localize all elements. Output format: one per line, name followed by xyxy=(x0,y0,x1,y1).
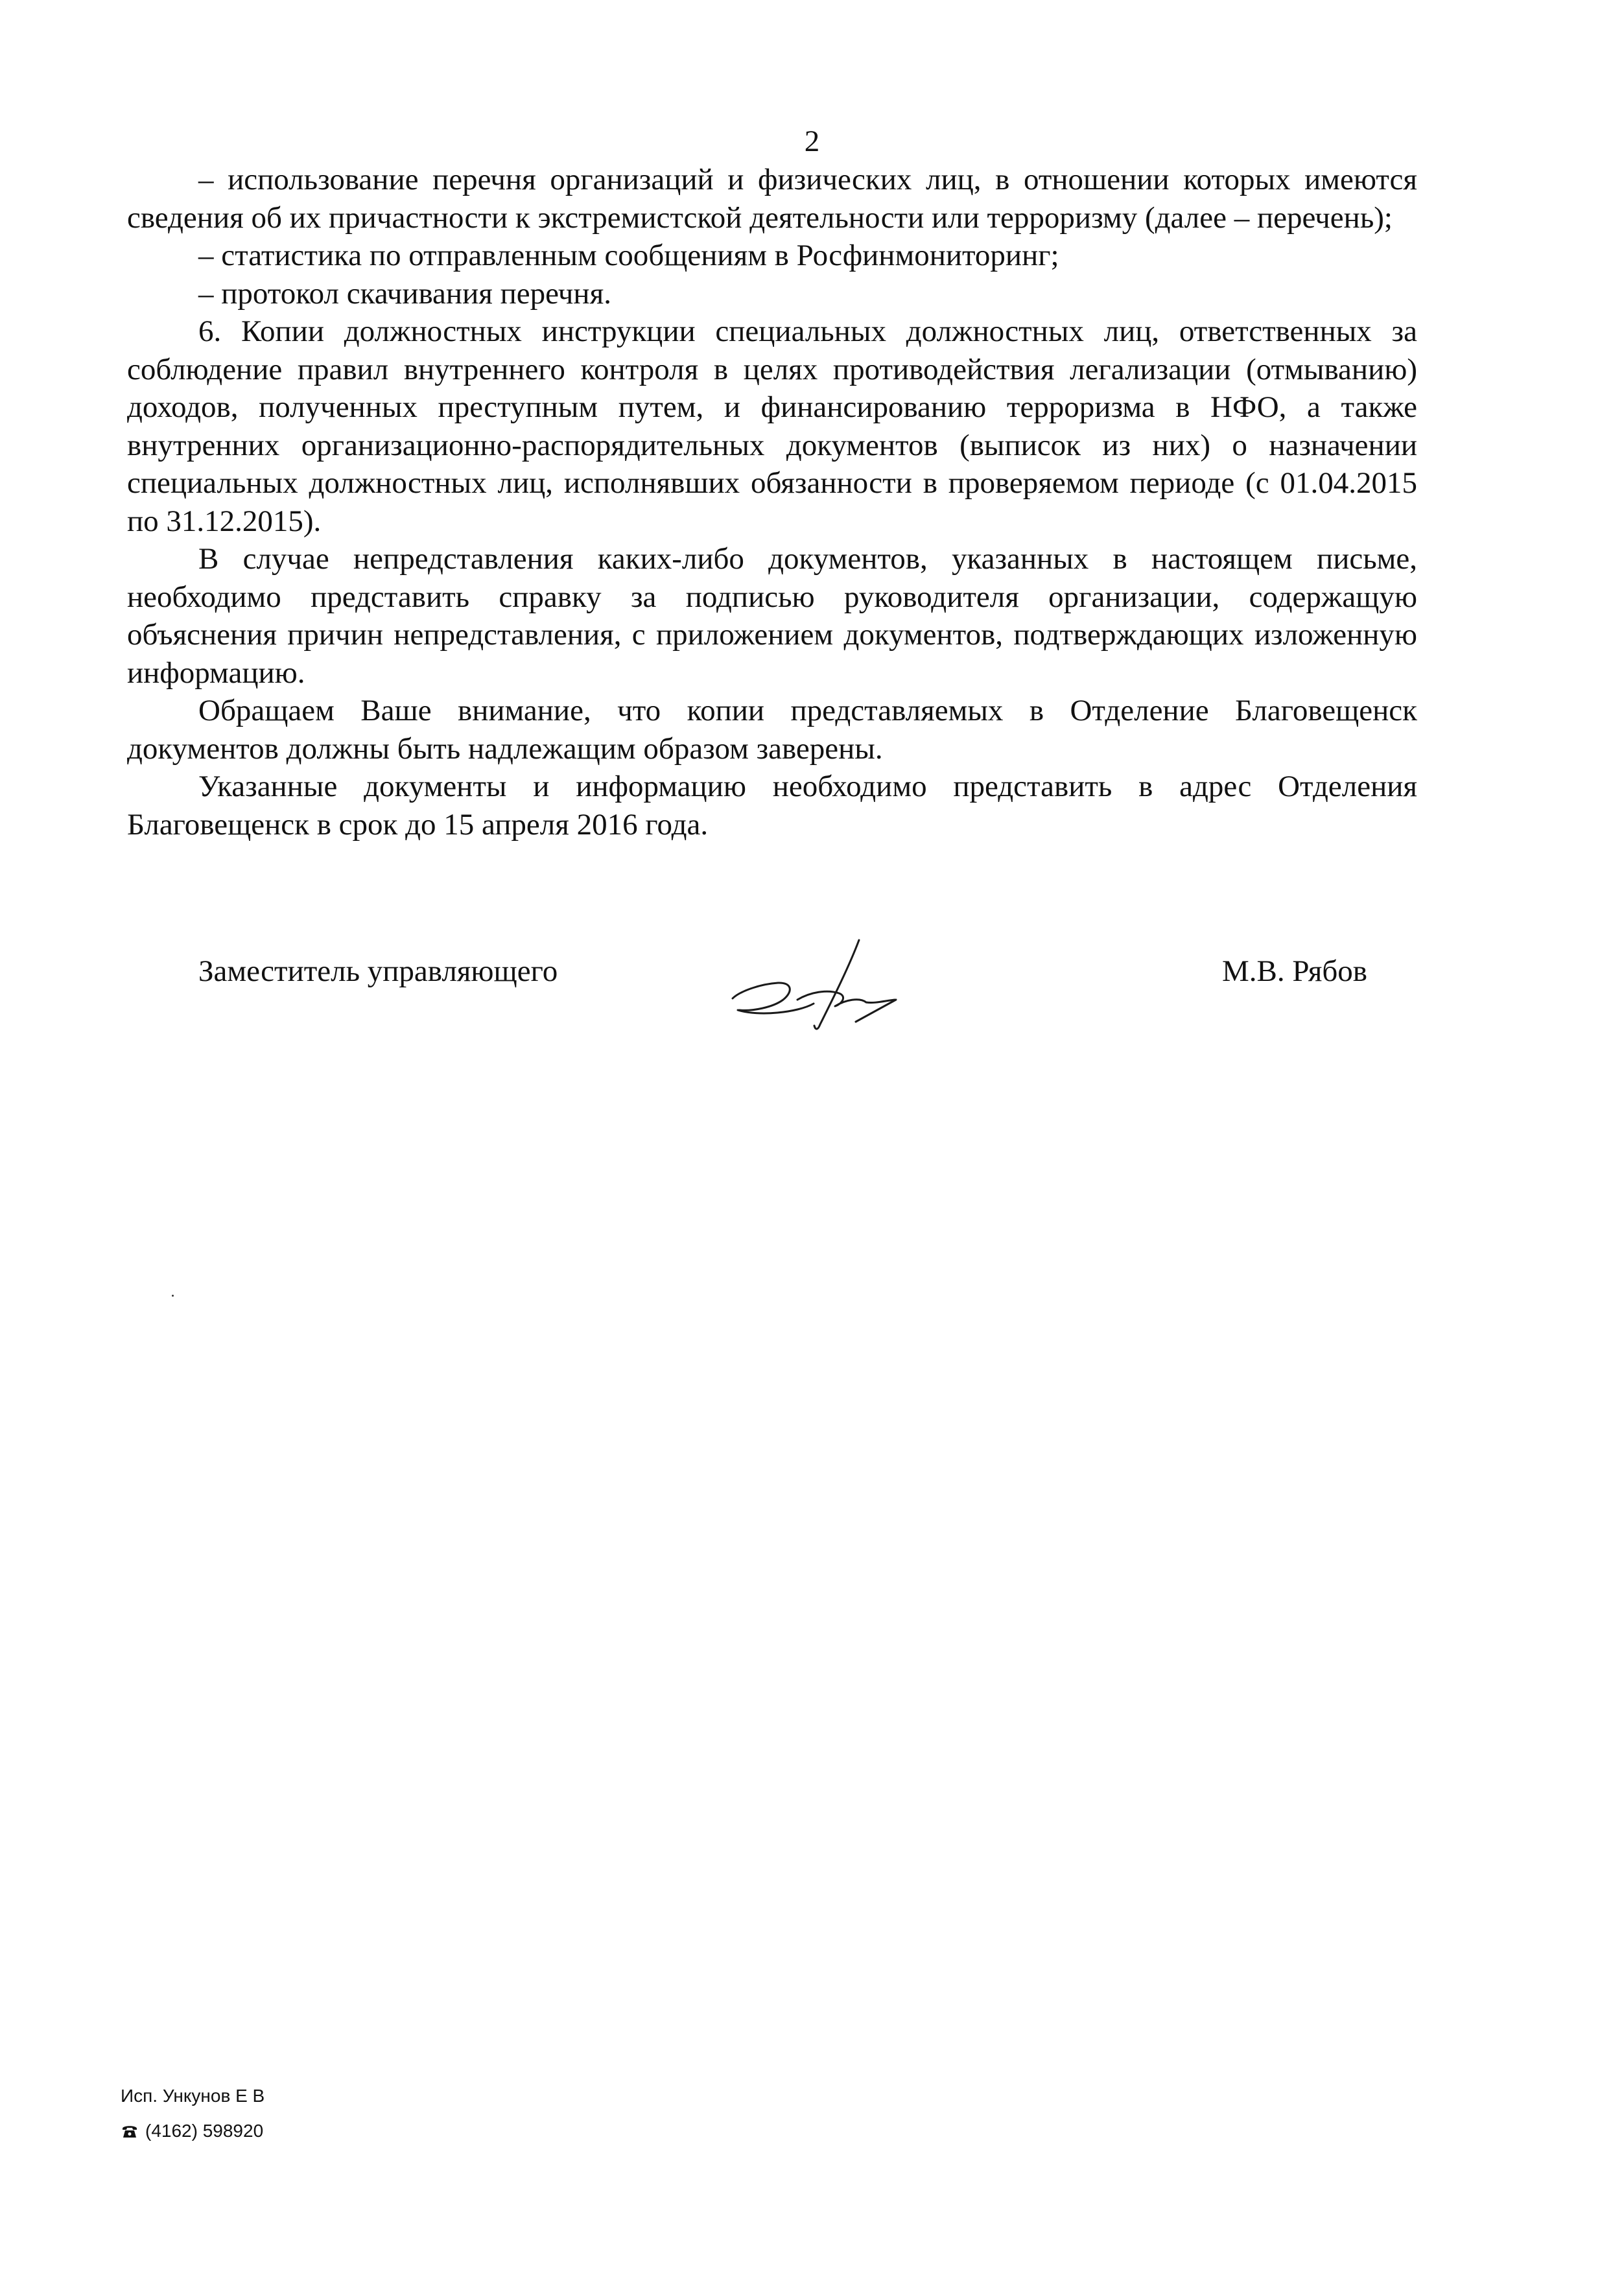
letter-body xyxy=(127,161,1417,843)
handwritten-signature xyxy=(700,927,921,1057)
paragraph-job-instructions: 6. Копии должностных инструкции специальных должностных лиц, ответственных за соблюдение правил внутреннего контроля в целях противодействия легализации (отмыванию) доходов, полученных преступным путем, и финансированию терроризма в НФО, а также внутренних организационно-распорядительных документов (выписок из них) о назначении специальных должностных лиц, исполнявших обязанности в проверяемом периоде (с 01.04.2015 по 31.12.2015). xyxy=(127,314,1417,538)
paragraph-non-submission: В случае непредставления каких-либо документов, указанных в настоящем письме, необходимо представить справку за подписью руководителя организации, содержащую объяснения причин непредставления, с приложением документов, подтверждающих изложенную информацию. xyxy=(127,542,1417,690)
paragraph-certified-copies: Обращаем Ваше внимание, что копии представляемых в Отделение Благовещенск документов должны быть надлежащим образом заверены. xyxy=(127,694,1417,766)
paragraph-deadline: Указанные документы и информацию необходимо представить в адрес Отделения Благовещенск в срок до 15 апреля 2016 года. xyxy=(127,770,1417,842)
executor-phone-line xyxy=(121,2114,265,2149)
scan-speck xyxy=(172,1295,174,1297)
executor-name: Исп. Ункунов Е В xyxy=(121,2086,265,2106)
executor-phone: (4162) 598920 xyxy=(145,2121,264,2141)
list-item-statistics: – статистика по отправленным сообщениям в Росфинмониторинг; xyxy=(198,239,1059,272)
signature-block xyxy=(0,940,1624,1070)
telephone-icon xyxy=(121,2122,139,2140)
executor-block xyxy=(121,2079,265,2149)
signatory-title: Заместитель управляющего xyxy=(198,954,558,988)
signatory-name: М.В. Рябов xyxy=(1222,954,1367,988)
list-item-perechen: – использование перечня организаций и физических лиц, в отношении которых имеются сведения об их причастности к экстремистской деятельности или терроризму (далее – перечень); xyxy=(127,163,1417,235)
list-item-download-log: – протокол скачивания перечня. xyxy=(198,276,611,311)
page-number: 2 xyxy=(804,124,820,158)
